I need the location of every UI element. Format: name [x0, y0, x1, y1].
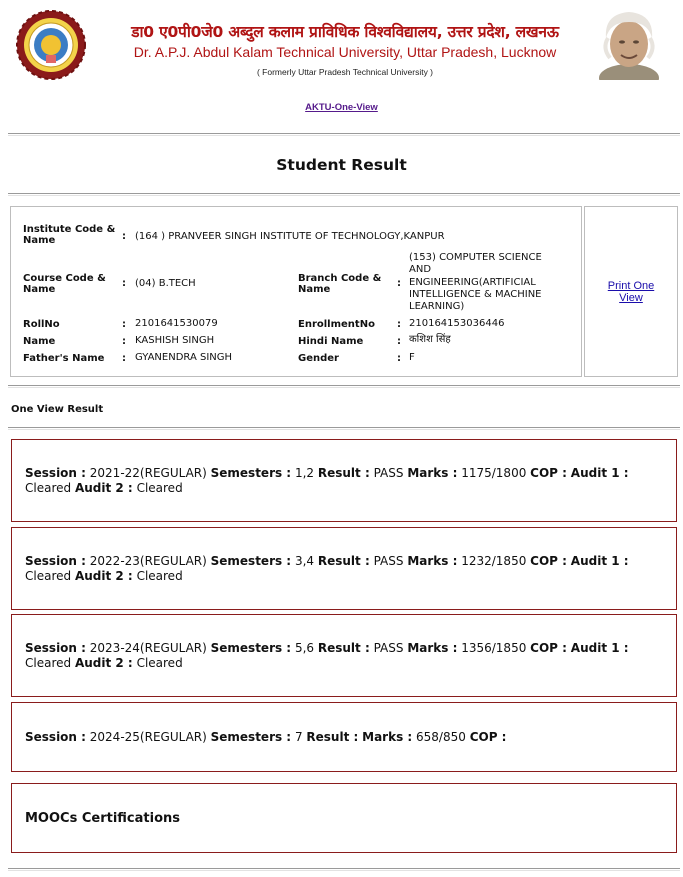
page-header [0, 0, 683, 130]
semesters-value: 3,4 [294, 553, 315, 568]
hindi-name-value: कशिश सिंह [409, 334, 451, 345]
session-value: 2023-24(REGULAR) [89, 640, 207, 655]
father-name-label: Father's Name [23, 353, 105, 364]
marks-value: 1356/1850 [461, 640, 527, 655]
cop-label: COP : [530, 553, 567, 568]
divider [8, 193, 680, 196]
divider [8, 868, 680, 871]
portrait-image [592, 8, 666, 80]
colon: : [397, 353, 401, 364]
session-card [11, 614, 677, 697]
audit2-value: Cleared [136, 568, 183, 583]
aktu-one-view-link[interactable]: AKTU-One-View [305, 102, 378, 113]
mooc-certifications-title: MOOCs Certifications [25, 810, 180, 826]
result-label: Result : [317, 465, 370, 480]
audit1-value: Cleared [25, 480, 72, 495]
university-name-english: Dr. A.P.J. Abdul Kalam Technical University, Uttar Pradesh, Lucknow [133, 44, 557, 60]
print-box [584, 206, 678, 377]
audit2-label: Audit 2 : [74, 655, 133, 670]
marks-label: Marks : [407, 553, 458, 568]
cop-label: COP : [469, 729, 507, 744]
cop-label: COP : [530, 465, 567, 480]
enrollment-value: 210164153036446 [409, 318, 505, 329]
audit2-value: Cleared [136, 655, 183, 670]
marks-value: 1232/1850 [461, 553, 527, 568]
branch-value: (153) COMPUTER SCIENCE AND ENGINEERING(ARTIFICIAL INTELLIGENCE & MACHINE LEARNING) [409, 252, 542, 313]
audit2-value: Cleared [136, 480, 183, 495]
print-one-view-link[interactable]: Print One View [607, 279, 655, 304]
marks-label: Marks : [407, 640, 458, 655]
colon: : [122, 353, 126, 364]
one-view-result-heading: One View Result [11, 404, 104, 415]
session-label: Session : [25, 640, 86, 655]
result-label: Result : [317, 640, 370, 655]
result-label: Result : [317, 553, 370, 568]
institute-value: (164 ) PRANVEER SINGH INSTITUTE OF TECHNOLOGY,KANPUR [135, 231, 445, 242]
session-card [11, 527, 677, 610]
divider [8, 385, 680, 388]
marks-value: 658/850 [416, 729, 466, 744]
mooc-card [11, 783, 677, 853]
semesters-label: Semesters : [210, 553, 292, 568]
semesters-label: Semesters : [210, 640, 292, 655]
name-value: KASHISH SINGH [135, 335, 215, 346]
result-value: PASS [373, 465, 404, 480]
colon: : [397, 278, 401, 289]
university-logo [16, 10, 86, 80]
semesters-label: Semesters : [210, 729, 292, 744]
divider [8, 133, 680, 136]
audit2-label: Audit 2 : [74, 568, 133, 583]
audit1-label: Audit 1 : [570, 553, 629, 568]
session-label: Session : [25, 465, 86, 480]
rollno-value: 2101641530079 [135, 318, 218, 329]
session-summary [25, 466, 663, 496]
university-name-hindi: डा0 ए0पी0जे0 अब्दुल कलाम प्राविधिक विश्वविद्यालय, उत्तर प्रदेश, लखनऊ [131, 23, 559, 41]
rollno-label: RollNo [23, 319, 60, 330]
colon: : [397, 319, 401, 330]
semesters-label: Semesters : [210, 465, 292, 480]
marks-label: Marks : [407, 465, 458, 480]
colon: : [122, 278, 126, 289]
university-former-name: ( Formerly Uttar Pradesh Technical University ) [256, 67, 434, 77]
enrollment-label: EnrollmentNo [298, 319, 375, 330]
colon: : [122, 336, 126, 347]
colon: : [122, 231, 126, 242]
result-value: PASS [373, 553, 404, 568]
session-label: Session : [25, 553, 86, 568]
audit1-label: Audit 1 : [570, 640, 629, 655]
father-name-value: GYANENDRA SINGH [135, 352, 233, 363]
hindi-name-label: Hindi Name [298, 336, 364, 347]
audit1-value: Cleared [25, 655, 72, 670]
semesters-value: 5,6 [294, 640, 315, 655]
course-value: (04) B.TECH [135, 278, 196, 289]
result-value: PASS [373, 640, 404, 655]
colon: : [397, 336, 401, 347]
session-label: Session : [25, 729, 86, 744]
divider [8, 427, 680, 430]
gender-value: F [409, 352, 415, 363]
result-label: Result : [306, 729, 359, 744]
session-value: 2024-25(REGULAR) [89, 729, 207, 744]
page-title: Student Result [276, 156, 407, 174]
marks-label: Marks : [362, 729, 413, 744]
branch-label: Branch Code & Name [298, 273, 382, 295]
audit2-label: Audit 2 : [74, 480, 133, 495]
institute-label: Institute Code & Name [23, 224, 116, 246]
audit1-value: Cleared [25, 568, 72, 583]
gender-label: Gender [298, 353, 339, 364]
session-summary [25, 641, 663, 671]
cop-label: COP : [530, 640, 567, 655]
session-value: 2022-23(REGULAR) [89, 553, 207, 568]
name-label: Name [23, 336, 56, 347]
semesters-value: 7 [294, 729, 303, 744]
marks-value: 1175/1800 [461, 465, 527, 480]
semesters-value: 1,2 [294, 465, 315, 480]
session-summary [25, 554, 663, 584]
session-card [11, 702, 677, 772]
colon: : [122, 319, 126, 330]
session-value: 2021-22(REGULAR) [89, 465, 207, 480]
session-card [11, 439, 677, 522]
course-label: Course Code & Name [23, 273, 106, 295]
session-summary [25, 730, 506, 745]
student-info-box [10, 206, 582, 377]
audit1-label: Audit 1 : [570, 465, 629, 480]
